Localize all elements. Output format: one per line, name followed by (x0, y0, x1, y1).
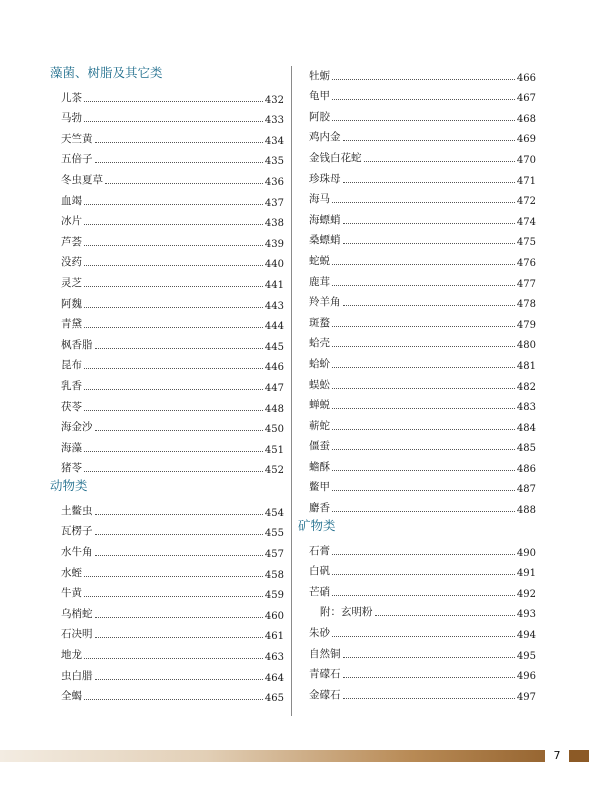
entry-page: 444 (264, 321, 284, 333)
toc-entry[interactable] (50, 311, 284, 332)
toc-entry[interactable] (298, 619, 536, 640)
dot-leader (84, 101, 263, 102)
toc-column-right (298, 62, 536, 702)
entry-name: 芒硝 (309, 585, 330, 598)
entry-name: 牡蛎 (309, 69, 330, 82)
entry-page: 475 (516, 237, 536, 249)
entry-name: 乌梢蛇 (61, 607, 93, 620)
toc-entry[interactable] (298, 83, 536, 104)
dot-leader (84, 265, 263, 266)
dot-leader (84, 286, 263, 287)
dot-leader (332, 202, 515, 203)
entry-name: 青礞石 (309, 668, 341, 681)
toc-entry[interactable] (298, 661, 536, 682)
entry-name: 自然铜 (309, 647, 341, 660)
entry-page: 466 (516, 72, 536, 84)
entry-name: 虫白腊 (61, 669, 93, 682)
entry-page: 494 (516, 630, 536, 642)
toc-entry[interactable] (50, 600, 284, 621)
entry-name: 羚羊角 (309, 296, 341, 309)
entry-name: 蝉蜕 (309, 399, 330, 412)
entry-page: 495 (516, 650, 536, 662)
entry-page: 455 (264, 528, 284, 540)
toc-entry[interactable] (50, 290, 284, 311)
section-heading-algae-resins: 藻菌、树脂及其它类 (50, 65, 163, 80)
toc-entry[interactable] (298, 186, 536, 207)
entry-name: 瓦楞子 (61, 525, 93, 538)
entry-name: 海藻 (61, 441, 82, 454)
dot-leader (84, 658, 263, 659)
entry-name: 蜈蚣 (309, 378, 330, 391)
entry-page: 463 (264, 652, 284, 664)
entry-page: 460 (264, 610, 284, 622)
entry-page: 484 (516, 422, 536, 434)
dot-leader (332, 429, 515, 430)
dot-leader (343, 243, 515, 244)
dot-leader (95, 617, 263, 618)
entry-name: 鹿茸 (309, 275, 330, 288)
dot-leader (84, 596, 263, 597)
entry-name: 海马 (309, 193, 330, 206)
entry-page: 454 (264, 507, 284, 519)
toc-column-left (50, 62, 284, 703)
dot-leader (364, 161, 515, 162)
entry-name: 灵芝 (61, 276, 82, 289)
toc-entry[interactable] (298, 681, 536, 702)
entry-page: 451 (264, 444, 284, 456)
section-heading-minerals: 矿物类 (298, 518, 336, 534)
dot-leader (84, 389, 263, 390)
entry-page: 433 (264, 115, 284, 127)
entry-page: 488 (516, 505, 536, 517)
entry-name: 斑蝥 (309, 316, 330, 329)
dot-leader (343, 698, 515, 699)
toc-entry[interactable] (50, 269, 284, 290)
footer-end-cap (569, 750, 589, 762)
entry-page: 471 (516, 175, 536, 187)
entry-page: 446 (264, 362, 284, 374)
toc-entry[interactable] (298, 247, 536, 268)
toc-entry[interactable] (298, 433, 536, 454)
entry-name: 金礞石 (309, 688, 341, 701)
toc-entry[interactable] (50, 621, 284, 642)
toc-entry[interactable] (298, 412, 536, 433)
entry-page: 486 (516, 463, 536, 475)
dot-leader (95, 430, 263, 431)
dot-leader (343, 305, 515, 306)
toc-entry[interactable] (50, 538, 284, 559)
dot-leader (343, 223, 515, 224)
footer-gradient-band (0, 750, 589, 762)
entry-page: 492 (516, 588, 536, 600)
entry-page: 459 (264, 590, 284, 602)
entry-name: 冬虫夏草 (61, 173, 103, 186)
entry-name: 蛤蚧 (309, 357, 330, 370)
entry-page: 464 (264, 672, 284, 684)
dot-leader (332, 388, 515, 389)
toc-entry[interactable] (50, 683, 284, 704)
dot-leader (343, 677, 515, 678)
dot-leader (343, 140, 515, 141)
toc-entry[interactable] (50, 208, 284, 229)
entry-page: 483 (516, 402, 536, 414)
dot-leader (84, 327, 263, 328)
entry-name: 桑螵蛸 (309, 234, 341, 247)
entry-name: 牛黄 (61, 587, 82, 600)
entry-name: 朱砂 (309, 627, 330, 640)
entry-name: 芦荟 (61, 235, 82, 248)
dot-leader (332, 79, 515, 80)
toc-entry[interactable] (298, 165, 536, 186)
entry-name: 金钱白花蛇 (309, 151, 362, 164)
dot-leader (332, 285, 515, 286)
entry-name: 昆布 (61, 359, 82, 372)
toc-entry[interactable] (50, 393, 284, 414)
toc-entry[interactable] (50, 228, 284, 249)
toc-entry[interactable] (50, 455, 284, 476)
entry-page: 441 (264, 279, 284, 291)
toc-entry[interactable] (298, 453, 536, 474)
toc-entry[interactable] (50, 187, 284, 208)
dot-leader (84, 121, 263, 122)
entry-name: 珍珠母 (309, 172, 341, 185)
entry-page: 482 (516, 381, 536, 393)
entry-page: 467 (516, 93, 536, 105)
dot-leader (84, 307, 263, 308)
entry-name: 僵蚕 (309, 440, 330, 453)
entry-page: 472 (516, 196, 536, 208)
entry-name: 乳香 (61, 379, 82, 392)
toc-entry[interactable] (50, 641, 284, 662)
dot-leader (84, 410, 263, 411)
toc-entry[interactable] (50, 166, 284, 187)
toc-entry[interactable] (298, 309, 536, 330)
entry-name: 儿茶 (61, 91, 82, 104)
entry-name: 鳖甲 (309, 481, 330, 494)
toc-entry[interactable] (298, 474, 536, 495)
entry-page: 435 (264, 156, 284, 168)
entry-page: 485 (516, 443, 536, 455)
entry-name: 海金沙 (61, 421, 93, 434)
entry-page: 469 (516, 134, 536, 146)
entry-name: 白矾 (309, 565, 330, 578)
dot-leader (95, 555, 263, 556)
toc-entry[interactable] (50, 84, 284, 105)
dot-leader (332, 449, 515, 450)
toc-entry[interactable] (50, 559, 284, 580)
entry-name: 蛇蜕 (309, 254, 330, 267)
entry-page: 434 (264, 135, 284, 147)
entry-page: 457 (264, 549, 284, 561)
entry-name: 枫香脂 (61, 338, 93, 351)
toc-entry[interactable] (50, 249, 284, 270)
entry-page: 440 (264, 259, 284, 271)
entry-page: 479 (516, 319, 536, 331)
toc-entry[interactable] (50, 125, 284, 146)
entry-page: 436 (264, 176, 284, 188)
dot-leader (95, 514, 263, 515)
entry-name: 蛤壳 (309, 337, 330, 350)
entry-page: 432 (264, 94, 284, 106)
entry-name: 水蛭 (61, 566, 82, 579)
entry-page: 437 (264, 197, 284, 209)
entry-name: 附：玄明粉 (320, 606, 373, 619)
dot-leader (332, 326, 515, 327)
toc-entry[interactable] (50, 497, 284, 518)
toc-entry[interactable] (50, 580, 284, 601)
dot-leader (332, 346, 515, 347)
entry-page: 445 (264, 341, 284, 353)
entry-page: 465 (264, 693, 284, 705)
entry-name: 青黛 (61, 318, 82, 331)
entry-page: 493 (516, 609, 536, 621)
entry-page: 477 (516, 278, 536, 290)
entry-page: 476 (516, 257, 536, 269)
dot-leader (84, 471, 263, 472)
entry-name: 水牛角 (61, 546, 93, 559)
entry-page: 452 (264, 465, 284, 477)
toc-entry[interactable] (298, 206, 536, 227)
entry-page: 439 (264, 238, 284, 250)
entry-name: 地龙 (61, 649, 82, 662)
toc-entry[interactable] (298, 392, 536, 413)
toc-entry[interactable] (50, 414, 284, 435)
entry-page: 448 (264, 403, 284, 415)
dot-leader (332, 99, 515, 100)
toc-entry[interactable] (298, 62, 536, 83)
entry-name: 没药 (61, 256, 82, 269)
dot-leader (95, 534, 263, 535)
section-heading-animals: 动物类 (50, 478, 88, 494)
entry-page: 458 (264, 569, 284, 581)
toc-entry[interactable] (50, 352, 284, 373)
entry-name: 全蝎 (61, 690, 82, 703)
entry-page: 487 (516, 484, 536, 496)
dot-leader (84, 368, 263, 369)
dot-leader (95, 348, 263, 349)
dot-leader (105, 183, 263, 184)
dot-leader (332, 470, 515, 471)
dot-leader (84, 224, 263, 225)
dot-leader (84, 576, 263, 577)
dot-leader (375, 615, 515, 616)
entry-name: 阿胶 (309, 110, 330, 123)
toc-entry[interactable] (298, 103, 536, 124)
entry-page: 474 (516, 216, 536, 228)
entry-name: 土鳖虫 (61, 504, 93, 517)
entry-page: 438 (264, 218, 284, 230)
dot-leader (332, 554, 515, 555)
dot-leader (95, 679, 263, 680)
toc-entry[interactable] (298, 558, 536, 579)
entry-page: 478 (516, 299, 536, 311)
entry-name: 冰片 (61, 215, 82, 228)
entry-name: 蕲蛇 (309, 419, 330, 432)
dot-leader (84, 451, 263, 452)
dot-leader (332, 636, 515, 637)
toc-entry[interactable] (298, 537, 536, 558)
entry-page: 496 (516, 671, 536, 683)
entry-name: 龟甲 (309, 90, 330, 103)
entry-name: 茯苓 (61, 400, 82, 413)
entry-name: 石决明 (61, 628, 93, 641)
entry-page: 497 (516, 691, 536, 703)
dot-leader (332, 574, 515, 575)
dot-leader (84, 699, 263, 700)
toc-entry[interactable] (298, 227, 536, 248)
column-divider (291, 66, 292, 716)
entry-name: 阿魏 (61, 297, 82, 310)
dot-leader (332, 264, 515, 265)
toc-entry[interactable] (50, 105, 284, 126)
toc-entry[interactable] (298, 350, 536, 371)
entry-page: 490 (516, 547, 536, 559)
entry-page: 447 (264, 382, 284, 394)
entry-name: 天竺黄 (61, 132, 93, 145)
dot-leader (332, 511, 515, 512)
entry-page: 470 (516, 154, 536, 166)
entry-name: 鸡内金 (309, 131, 341, 144)
dot-leader (95, 637, 263, 638)
toc-entry[interactable] (298, 124, 536, 145)
dot-leader (332, 120, 515, 121)
toc-entry[interactable] (298, 371, 536, 392)
toc-entry[interactable] (298, 268, 536, 289)
entry-name: 石膏 (309, 544, 330, 557)
dot-leader (95, 162, 263, 163)
toc-entry[interactable] (298, 144, 536, 165)
dot-leader (84, 245, 263, 246)
dot-leader (332, 595, 515, 596)
entry-name: 海螵蛸 (309, 213, 341, 226)
dot-leader (332, 367, 515, 368)
toc-entry[interactable] (50, 372, 284, 393)
dot-leader (343, 657, 515, 658)
entry-name: 马勃 (61, 112, 82, 125)
entry-name: 蟾酥 (309, 460, 330, 473)
dot-leader (84, 204, 263, 205)
toc-entry[interactable] (50, 662, 284, 683)
toc-entry[interactable] (50, 331, 284, 352)
dot-leader (343, 182, 515, 183)
entry-name: 猪苓 (61, 462, 82, 475)
entry-name: 麝香 (309, 502, 330, 515)
page-number: 7 (553, 749, 561, 762)
entry-page: 443 (264, 300, 284, 312)
toc-entry[interactable] (298, 640, 536, 661)
entry-name: 五倍子 (61, 153, 93, 166)
toc-entry[interactable] (298, 289, 536, 310)
entry-page: 450 (264, 424, 284, 436)
toc-entry[interactable] (50, 434, 284, 455)
entry-name: 血竭 (61, 194, 82, 207)
entry-page: 480 (516, 340, 536, 352)
entry-page: 468 (516, 113, 536, 125)
dot-leader (95, 142, 263, 143)
toc-entry[interactable] (50, 146, 284, 167)
dot-leader (332, 408, 515, 409)
entry-page: 461 (264, 631, 284, 643)
toc-entry[interactable] (298, 599, 536, 620)
dot-leader (332, 490, 515, 491)
entry-page: 481 (516, 360, 536, 372)
toc-entry[interactable] (298, 578, 536, 599)
toc-entry[interactable] (50, 518, 284, 539)
toc-entry[interactable] (298, 330, 536, 351)
entry-page: 491 (516, 568, 536, 580)
toc-entry[interactable] (298, 494, 536, 515)
